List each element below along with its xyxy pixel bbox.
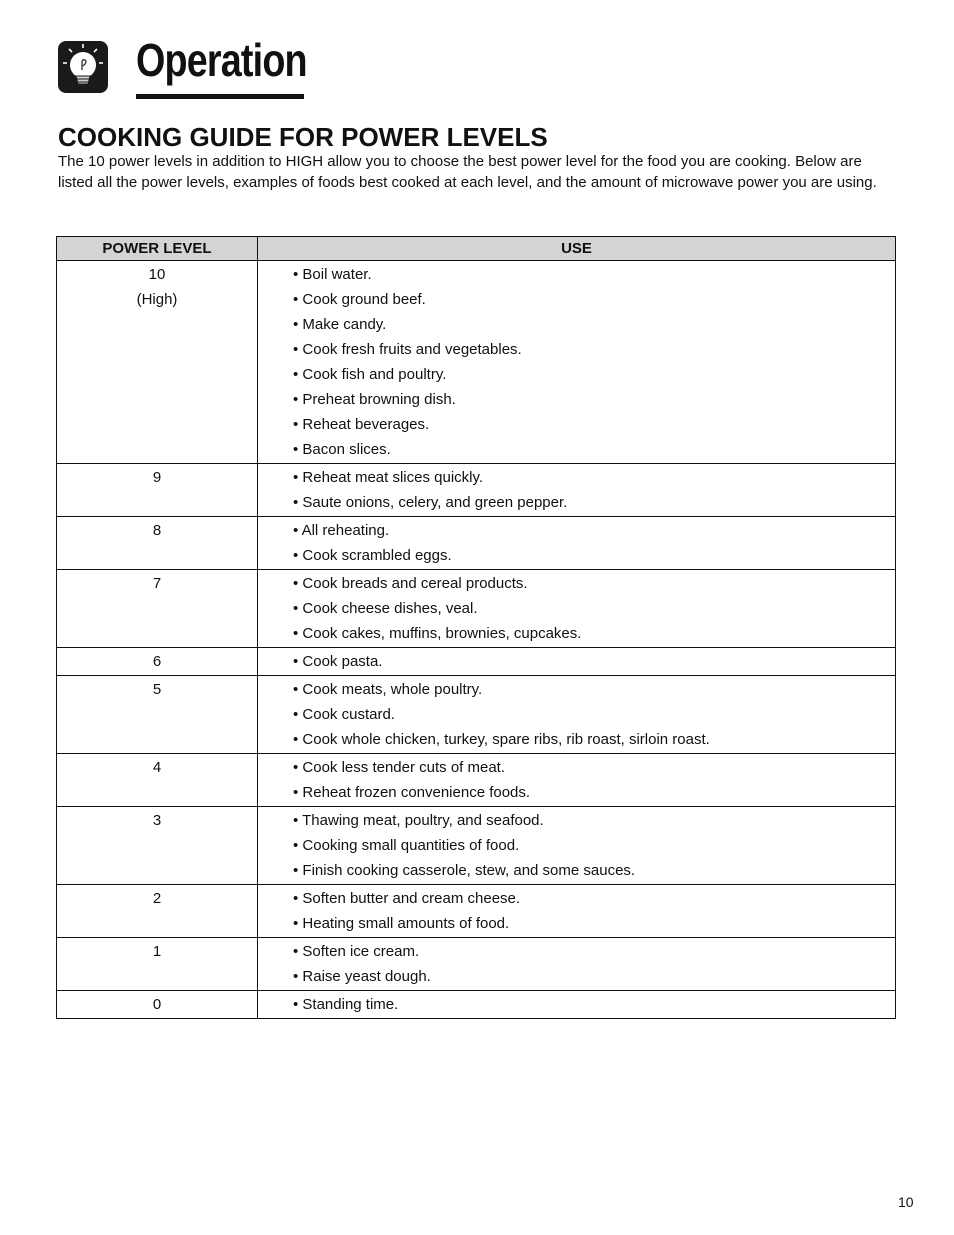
use-item: • Cook cakes, muffins, brownies, cupcakes. xyxy=(293,625,582,642)
page-title: Operation xyxy=(136,34,307,86)
use-item: • Cook pasta. xyxy=(293,653,383,670)
table-row xyxy=(57,885,896,938)
use-item: • Reheat frozen convenience foods. xyxy=(293,784,531,801)
power-level-cell xyxy=(57,676,258,754)
use-item: • Cook whole chicken, turkey, spare ribs, rib roast, sirloin roast. xyxy=(293,731,710,748)
power-level-cell xyxy=(57,517,258,570)
table-row xyxy=(57,938,896,991)
table-row xyxy=(57,570,896,648)
use-item: • Cook scrambled eggs. xyxy=(293,547,452,564)
use-item: • Cooking small quantities of food. xyxy=(293,837,520,854)
use-cell xyxy=(258,885,896,938)
use-cell xyxy=(258,754,896,807)
table-row xyxy=(57,991,896,1019)
use-item: • All reheating. xyxy=(293,522,390,539)
power-level-value: 0 xyxy=(152,996,162,1013)
use-item: • Cook ground beef. xyxy=(293,291,426,308)
use-cell xyxy=(258,807,896,885)
power-level-value: 7 xyxy=(152,575,162,592)
use-item: • Cook fish and poultry. xyxy=(293,366,447,383)
column-header-use: USE xyxy=(258,237,896,261)
use-item: • Preheat browning dish. xyxy=(293,391,456,408)
power-level-cell xyxy=(57,261,258,464)
power-level-value: 9 xyxy=(152,469,162,486)
use-item: • Bacon slices. xyxy=(293,441,391,458)
use-item: • Cook breads and cereal products. xyxy=(293,575,528,592)
use-cell xyxy=(258,991,896,1019)
light-bulb-icon xyxy=(57,38,111,96)
power-level-value: 2 xyxy=(152,890,162,907)
column-header-power-level: POWER LEVEL xyxy=(57,237,258,261)
power-level-cell xyxy=(57,464,258,517)
use-item: • Cook less tender cuts of meat. xyxy=(293,759,506,776)
page-number: 10 xyxy=(898,1194,914,1210)
power-level-table xyxy=(56,236,896,1019)
use-item: • Saute onions, celery, and green pepper. xyxy=(293,494,568,511)
use-item: • Soften butter and cream cheese. xyxy=(293,890,521,907)
use-cell xyxy=(258,938,896,991)
title-underline xyxy=(136,94,304,99)
table-row xyxy=(57,261,896,464)
power-level-value: 1 xyxy=(152,943,162,960)
power-level-cell xyxy=(57,938,258,991)
intro-paragraph: The 10 power levels in addition to HIGH allow you to choose the best power level for the food you are cooking. Below are listed all the power levels, examples of foods best cooked at each level, and the amount of microwave power you are using. xyxy=(58,153,877,191)
power-level-value: (High) xyxy=(136,291,178,308)
use-cell xyxy=(258,261,896,464)
use-item: • Make candy. xyxy=(293,316,387,333)
power-level-value: 4 xyxy=(152,759,162,776)
use-item: • Raise yeast dough. xyxy=(293,968,431,985)
section-heading: COOKING GUIDE FOR POWER LEVELS xyxy=(58,122,548,152)
use-item: • Heating small amounts of food. xyxy=(293,915,510,932)
power-level-value: 6 xyxy=(152,653,162,670)
use-cell xyxy=(258,464,896,517)
table-row xyxy=(57,517,896,570)
power-level-cell xyxy=(57,754,258,807)
table-row xyxy=(57,464,896,517)
use-cell xyxy=(258,570,896,648)
power-level-value: 3 xyxy=(152,812,162,829)
table-row xyxy=(57,676,896,754)
use-cell xyxy=(258,517,896,570)
power-level-value: 10 xyxy=(148,266,166,283)
use-item: • Standing time. xyxy=(293,996,399,1013)
power-level-value: 5 xyxy=(152,681,162,698)
power-level-cell xyxy=(57,885,258,938)
power-level-cell xyxy=(57,991,258,1019)
table-row xyxy=(57,648,896,676)
use-item: • Reheat meat slices quickly. xyxy=(293,469,484,486)
power-level-value: 8 xyxy=(152,522,162,539)
use-item: • Cook cheese dishes, veal. xyxy=(293,600,478,617)
table-header-row xyxy=(57,237,896,261)
power-level-cell xyxy=(57,570,258,648)
use-item: • Soften ice cream. xyxy=(293,943,420,960)
table-body xyxy=(57,261,896,1019)
use-item: • Thawing meat, poultry, and seafood. xyxy=(293,812,544,829)
use-item: • Cook custard. xyxy=(293,706,395,723)
power-level-cell xyxy=(57,648,258,676)
use-cell xyxy=(258,648,896,676)
use-item: • Finish cooking casserole, stew, and some sauces. xyxy=(293,862,636,879)
use-item: • Boil water. xyxy=(293,266,372,283)
use-cell xyxy=(258,676,896,754)
table-row xyxy=(57,807,896,885)
use-item: • Cook meats, whole poultry. xyxy=(293,681,483,698)
table-row xyxy=(57,754,896,807)
power-level-cell xyxy=(57,807,258,885)
use-item: • Cook fresh fruits and vegetables. xyxy=(293,341,522,358)
use-item: • Reheat beverages. xyxy=(293,416,430,433)
